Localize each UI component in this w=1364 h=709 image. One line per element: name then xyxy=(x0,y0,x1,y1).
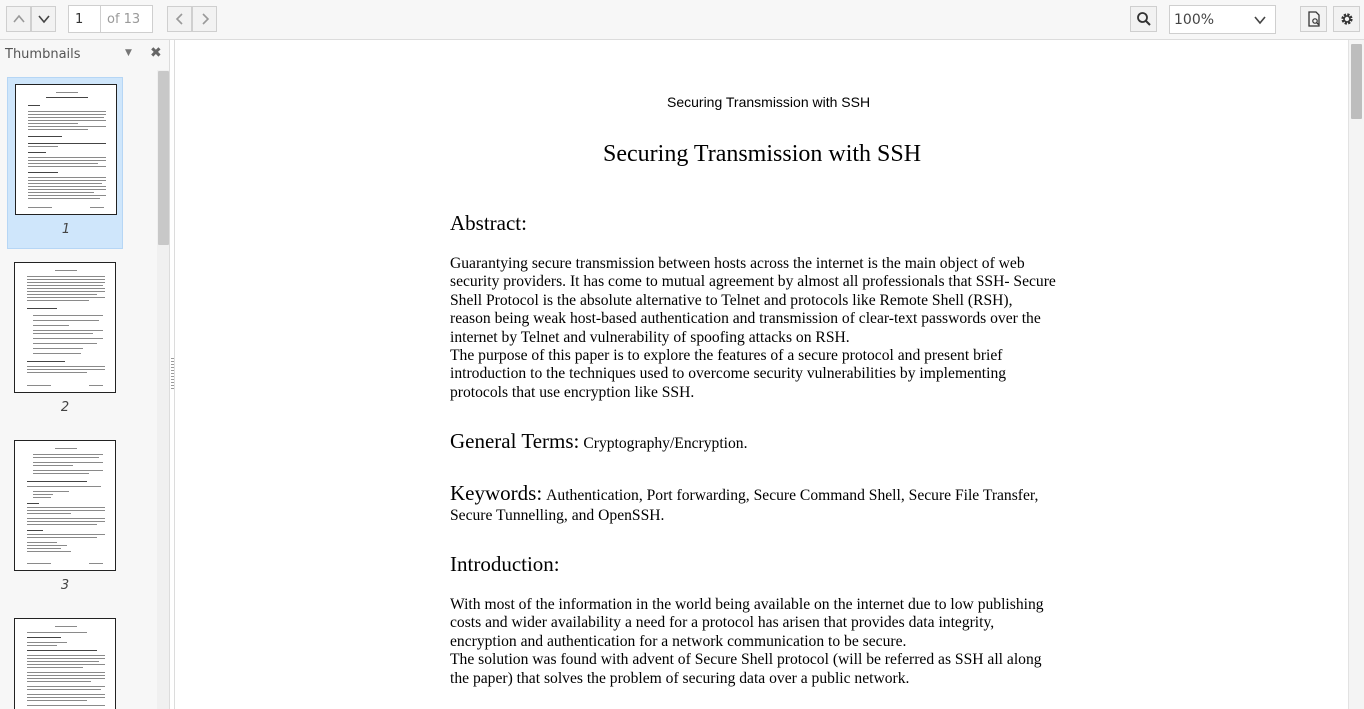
introduction-line: The solution was found with advent of Secure Shell protocol (will be referred as SSH all along xyxy=(450,651,1042,669)
thumbnail-page-3 xyxy=(14,440,116,571)
document-title: Securing Transmission with SSH xyxy=(603,141,922,167)
running-header: Securing Transmission with SSH xyxy=(667,94,871,110)
thumbnail-item-3[interactable] xyxy=(7,433,123,605)
abstract-line: reason being weak host-based authentication and transmission of clear-text passwords over the xyxy=(450,310,1041,328)
general-terms xyxy=(450,429,747,454)
abstract-line: protocols that use encryption like SSH. xyxy=(450,383,695,401)
previous-page-button[interactable] xyxy=(6,6,31,32)
chevron-left-icon xyxy=(173,12,187,26)
thumbnails-scrollbar-thumb[interactable] xyxy=(158,71,169,245)
chevron-up-icon xyxy=(12,12,26,26)
thumbnail-label-1: 1 xyxy=(61,222,71,237)
page-total-label: of 13 xyxy=(107,11,141,27)
abstract-line: internet by Telnet and vulnerability of spoofing attacks on RSH. xyxy=(450,328,850,346)
abstract-line: security providers. It has come to mutual agreement by almost all professionals that SSH- Secure xyxy=(450,273,1056,291)
thumbnails-sidebar xyxy=(0,40,170,709)
thumbnail-item-2[interactable] xyxy=(7,255,123,427)
page-number-field[interactable] xyxy=(68,5,153,33)
navigate-back-button[interactable] xyxy=(167,6,192,32)
zoom-select[interactable] xyxy=(1169,5,1276,34)
thumbnail-page-4 xyxy=(14,618,116,709)
abstract-heading: Abstract: xyxy=(450,211,527,235)
keywords-heading: Keywords: xyxy=(450,481,543,505)
sidebar-title: Thumbnails xyxy=(5,47,81,62)
abstract-body xyxy=(450,255,1090,402)
thumbnail-label-3: 3 xyxy=(60,578,70,593)
document-scrollbar-thumb[interactable] xyxy=(1351,44,1362,119)
page-number-input[interactable] xyxy=(69,6,101,32)
sidebar-dropdown-icon[interactable]: ▼ xyxy=(125,48,132,58)
introduction-line: With most of the information in the world being available on the internet due to low publishing xyxy=(450,596,1044,613)
document-scrollbar-track[interactable] xyxy=(1348,40,1364,709)
sidebar-header xyxy=(0,40,170,70)
chevron-right-icon xyxy=(198,12,212,26)
introduction-body xyxy=(450,596,1090,688)
keywords xyxy=(450,481,1038,506)
chevron-down-icon xyxy=(1253,13,1267,27)
thumbnail-item-1[interactable] xyxy=(7,77,123,249)
abstract-line: Guarantying secure transmission between hosts across the internet is the main object of web xyxy=(450,255,1025,272)
general-terms-text: Cryptography/Encryption. xyxy=(583,435,748,452)
zoom-value: 100% xyxy=(1174,11,1215,28)
general-terms-heading: General Terms: xyxy=(450,429,580,453)
search-icon xyxy=(1136,11,1152,27)
introduction-line: costs and wider availability a need for a protocol has arisen that provides data integrity, xyxy=(450,614,995,632)
thumbnail-page-2 xyxy=(14,262,116,393)
abstract-line: Shell Protocol is the absolute alternative to Telnet and protocols like Remote Shell (RSH), xyxy=(450,291,1013,309)
toolbar xyxy=(0,0,1364,40)
settings-button[interactable] xyxy=(1333,6,1360,32)
keywords-text-line2: Secure Tunnelling, and OpenSSH. xyxy=(450,507,665,524)
gear-icon xyxy=(1339,11,1355,27)
abstract-line: The purpose of this paper is to explore the features of a secure protocol and present brief xyxy=(450,347,1003,365)
next-page-button[interactable] xyxy=(31,6,56,32)
search-button[interactable] xyxy=(1130,6,1157,32)
introduction-line: encryption and authentication for a network communication to be secure. xyxy=(450,632,907,650)
keywords-text-line1: Authentication, Port forwarding, Secure Command Shell, Secure File Transfer, xyxy=(546,487,1039,504)
abstract-line: introduction to the techniques used to overcome security vulnerabilities by implementing xyxy=(450,365,1007,383)
close-icon[interactable]: ✖ xyxy=(150,45,162,61)
thumbnail-page-1 xyxy=(15,84,117,215)
document-properties-button[interactable] xyxy=(1300,6,1327,32)
document-icon xyxy=(1306,11,1322,27)
introduction-line: the paper) that solves the problem of securing data over a public network. xyxy=(450,669,910,687)
thumbnail-label-2: 2 xyxy=(60,400,70,415)
introduction-heading: Introduction: xyxy=(450,552,560,576)
chevron-down-icon xyxy=(37,12,51,26)
navigate-forward-button[interactable] xyxy=(192,6,217,32)
thumbnail-item-4[interactable] xyxy=(7,611,123,709)
